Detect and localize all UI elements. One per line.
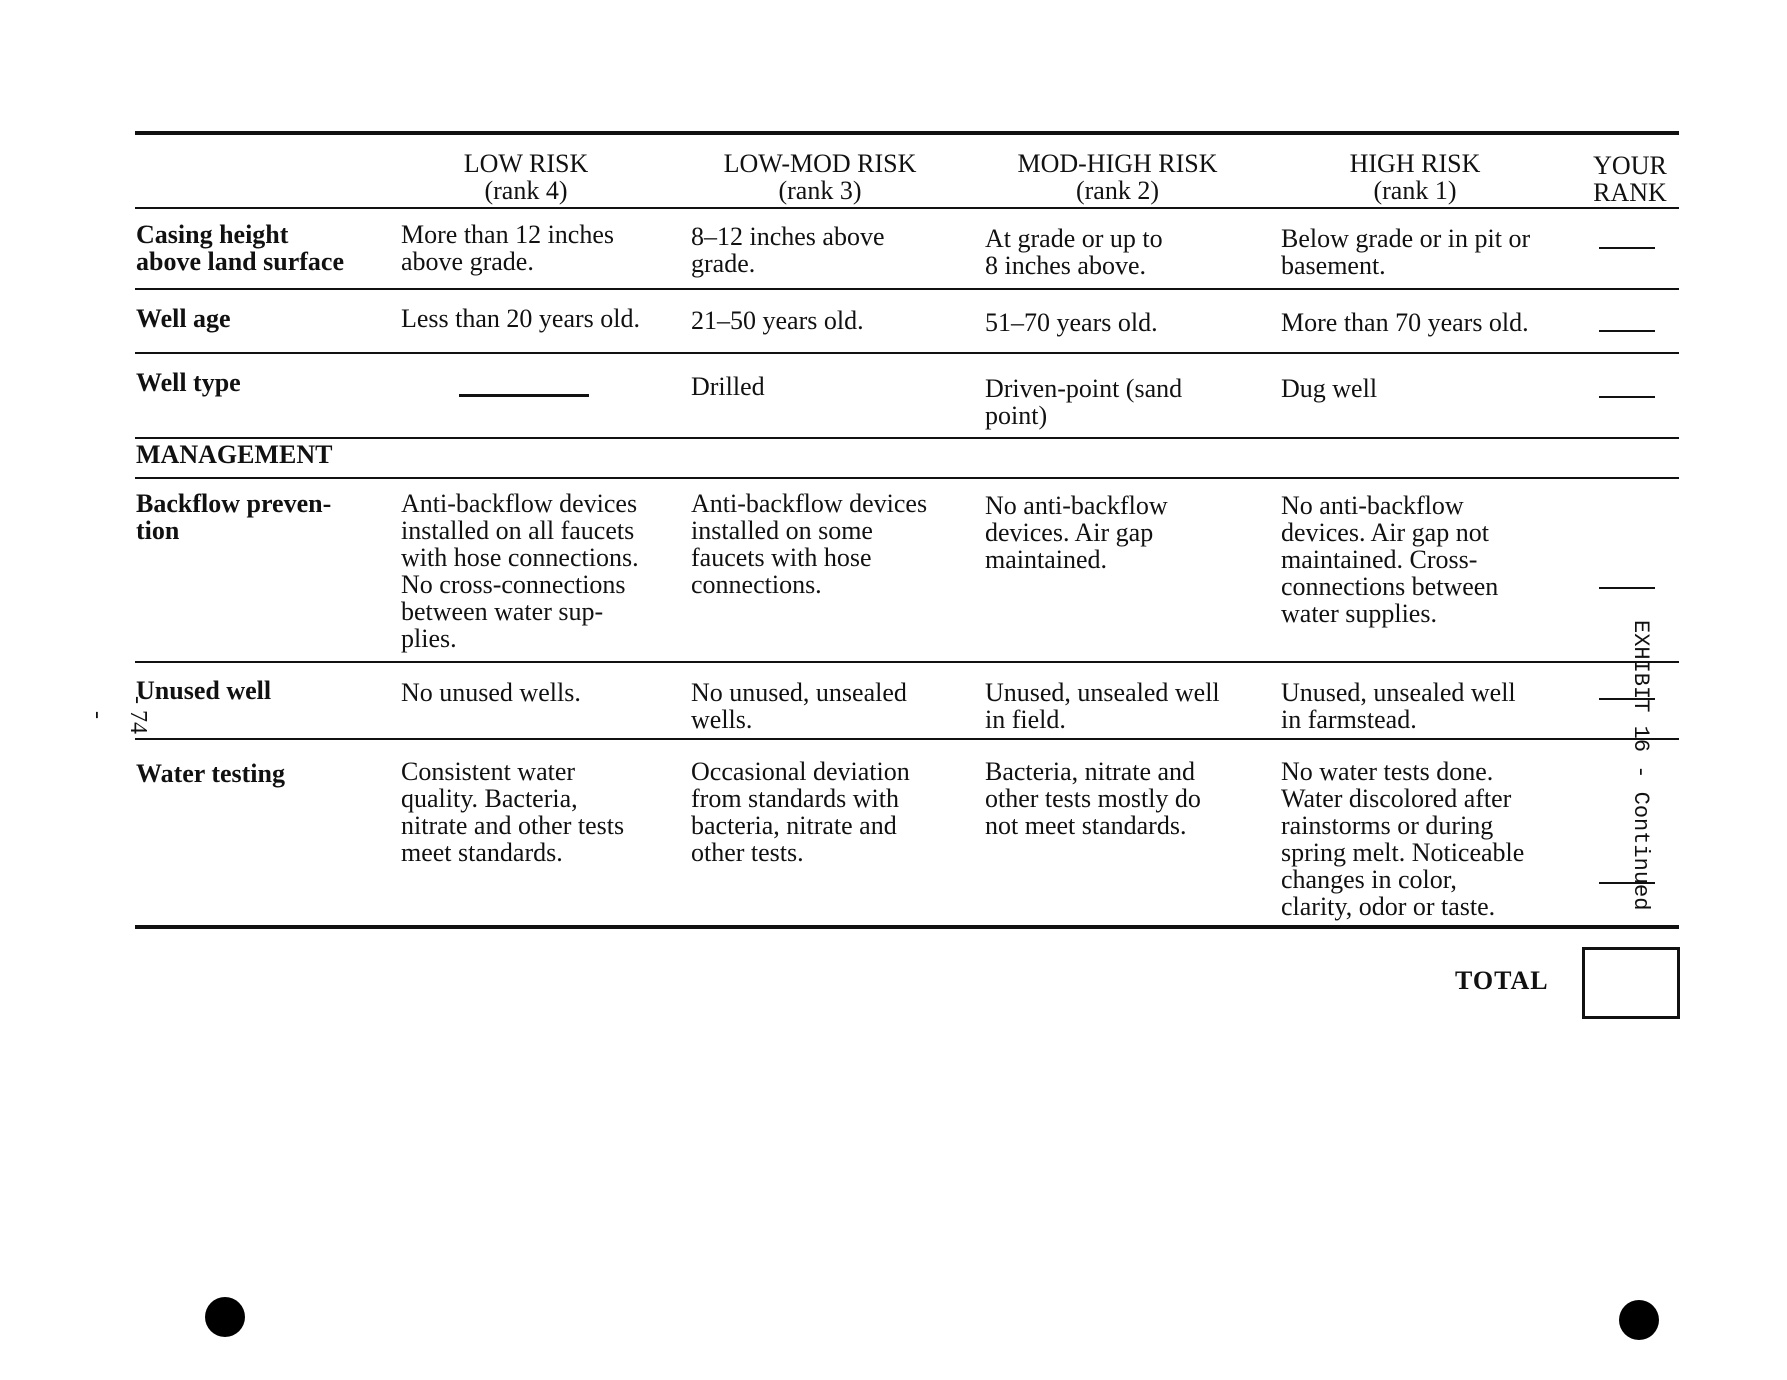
cell-well-age-mod-high: 51–70 years old. <box>985 308 1158 337</box>
section-heading-management: MANAGEMENT <box>136 440 333 469</box>
cell-casing-height-mod-high: At grade or up to 8 inches above. <box>985 224 1163 280</box>
cell-backflow-mod-high: No anti-backflow devices. Air gap maintained. <box>985 491 1168 574</box>
cell-water-testing-low-mod: Occasional deviation from standards with bacteria, nitrate and other tests. <box>691 757 910 867</box>
row-label-well-type: Well type <box>136 368 241 397</box>
row-rule <box>135 661 1679 663</box>
header-low-risk <box>411 150 641 204</box>
row-label-well-age: Well age <box>136 304 231 333</box>
cell-unused-well-high: Unused, unsealed well in farmstead. <box>1281 678 1516 734</box>
header-mod-high-risk <box>995 150 1240 204</box>
exhibit-caption: EXHIBIT 16 - Continued <box>1628 620 1653 911</box>
cell-well-type-high: Dug well <box>1281 374 1378 403</box>
cell-well-type-mod-high: Driven-point (sand point) <box>985 374 1183 430</box>
cell-water-testing-low: Consistent water quality. Bacteria, nitrate and other tests meet standards. <box>401 757 625 867</box>
header-low-risk-title: LOW RISK <box>463 149 589 178</box>
cell-unused-well-low: No unused wells. <box>401 678 581 707</box>
header-low-mod-risk <box>700 150 940 204</box>
header-your-rank-line2: RANK <box>1593 178 1667 207</box>
cell-unused-well-mod-high: Unused, unsealed well in field. <box>985 678 1220 734</box>
row-rule <box>135 288 1679 290</box>
header-mod-high-risk-rank: (rank 2) <box>1075 176 1159 205</box>
cell-casing-height-low-mod: 8–12 inches above grade. <box>691 222 885 278</box>
rank-input-backflow[interactable] <box>1599 587 1655 589</box>
header-your-rank-line1: YOUR <box>1593 151 1667 180</box>
cell-well-type-low-dash <box>459 394 589 397</box>
table-top-rule <box>135 131 1679 135</box>
cell-well-age-low: Less than 20 years old. <box>401 304 641 333</box>
row-label-casing-height: Casing height above land surface <box>136 220 344 276</box>
header-high-risk-rank: (rank 1) <box>1373 176 1457 205</box>
header-mod-high-risk-title: MOD-HIGH RISK <box>1017 149 1218 178</box>
rank-input-well-age[interactable] <box>1599 330 1655 332</box>
row-rule <box>135 352 1679 354</box>
total-label: TOTAL <box>1455 966 1549 995</box>
header-your-rank <box>1580 152 1680 206</box>
cell-casing-height-low: More than 12 inches above grade. <box>401 220 615 276</box>
cell-casing-height-high: Below grade or in pit or basement. <box>1281 224 1531 280</box>
page-number: - 74 - <box>85 696 151 734</box>
cell-backflow-low-mod: Anti-backflow devices installed on some faucets with hose connections. <box>691 489 928 599</box>
row-rule <box>135 738 1679 740</box>
cell-water-testing-high: No water tests done. Water discolored after rainstorms or during spring melt. Noticeable changes in color, clarity, odor or taste. <box>1281 757 1525 921</box>
cell-backflow-high: No anti-backflow devices. Air gap not maintained. Cross- connections between water supplies. <box>1281 491 1499 628</box>
punch-hole-left <box>205 1297 245 1337</box>
header-high-risk-title: HIGH RISK <box>1349 149 1481 178</box>
cell-well-age-low-mod: 21–50 years old. <box>691 306 864 335</box>
cell-well-type-low-mod: Drilled <box>691 372 765 401</box>
rank-input-well-type[interactable] <box>1599 396 1655 398</box>
header-low-mod-risk-rank: (rank 3) <box>778 176 862 205</box>
header-rule <box>135 207 1679 209</box>
section-rule <box>135 477 1679 479</box>
total-input-box[interactable] <box>1582 947 1680 1019</box>
rank-input-casing-height[interactable] <box>1599 247 1655 249</box>
cell-backflow-low: Anti-backflow devices installed on all faucets with hose connections. No cross-connections between water sup- plies. <box>401 489 639 653</box>
row-label-unused-well: Unused well <box>136 676 272 705</box>
cell-water-testing-mod-high: Bacteria, nitrate and other tests mostly do not meet standards. <box>985 757 1201 840</box>
row-rule <box>135 437 1679 439</box>
punch-hole-right <box>1619 1300 1659 1340</box>
header-low-risk-rank: (rank 4) <box>484 176 568 205</box>
header-high-risk <box>1300 150 1530 204</box>
header-low-mod-risk-title: LOW-MOD RISK <box>723 149 917 178</box>
cell-well-age-high: More than 70 years old. <box>1281 308 1529 337</box>
table-bottom-rule <box>135 925 1679 929</box>
cell-unused-well-low-mod: No unused, unsealed wells. <box>691 678 907 734</box>
row-label-backflow-prevention: Backflow preven- tion <box>136 489 332 545</box>
row-label-water-testing: Water testing <box>136 759 285 788</box>
